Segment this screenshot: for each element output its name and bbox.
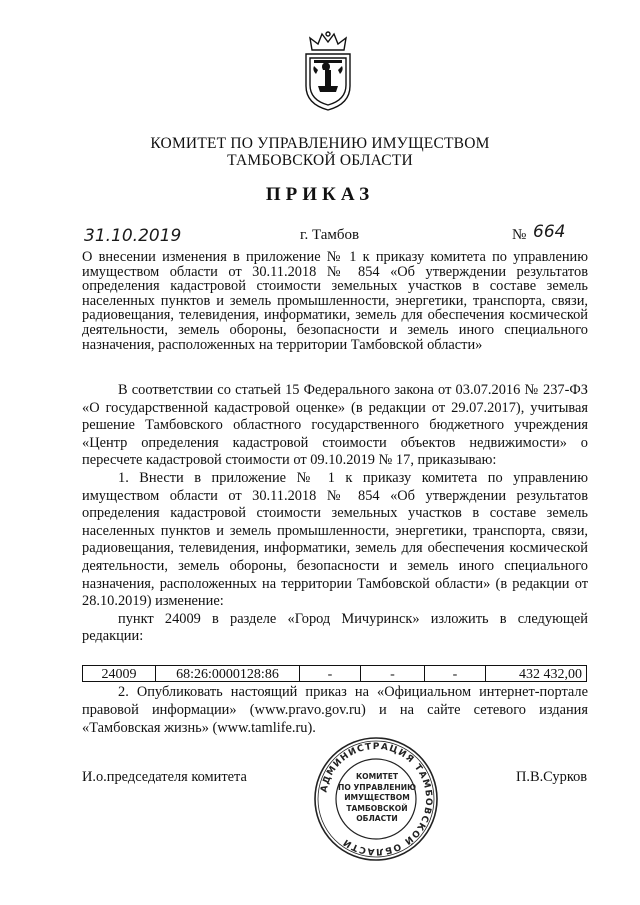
handwritten-number: 664 xyxy=(533,222,566,242)
table-cell-cadastral-value: 432 432,00 xyxy=(519,667,582,682)
order-subject: О внесении изменения в приложение № 1 к приказу комитета по управлению имуществом области от 30.11.2018 № 854 «Об утверждении результатов определения кадастровой стоимости земельных участков в составе земель населенных пунктов и земель промышленности, энергетики, транспорта, связи, радиовещания, телевидения, информатики, земель для обеспечения космической деятельности, земель обороны, безопасности и земель иного специального назначения, расположенных на территории Тамбовской области» xyxy=(82,249,588,353)
signatory-name: П.В.Сурков xyxy=(516,769,588,785)
cadastral-table-row xyxy=(82,665,587,682)
stamp-center-text xyxy=(338,772,416,825)
item1-paragraph: 1. Внести в приложение № 1 к приказу комитета по управлению имуществом области от 30.11.2018 № 854 «Об утверждении результатов определения кадастровой стоимости земельных участков в составе земель населенных пунктов и земель промышленности, энергетики, транспорта, связи, радиовещания, телевидения, информатики, земель для обеспечения космической деятельности, земель обороны, безопасности и земель иного специального назначения, расположенных на территории Тамбовской области» (в редакции от 28.10.2019) изменение: xyxy=(82,469,588,610)
order-body-part1 xyxy=(82,382,588,646)
stamp-line-5: ОБЛАСТИ xyxy=(356,814,398,823)
document-title: ПРИКАЗ xyxy=(265,184,375,205)
item1-sub-paragraph: пункт 24009 в разделе «Город Мичуринск» изложить в следующей редакции: xyxy=(82,610,588,645)
number-sign: № xyxy=(512,227,527,243)
organization-name-line1: КОМИТЕТ ПО УПРАВЛЕНИЮ ИМУЩЕСТВОМ xyxy=(150,135,490,152)
organization-name-line2: ТАМБОВСКОЙ ОБЛАСТИ xyxy=(227,152,413,169)
stamp-line-3: ИМУЩЕСТВОМ xyxy=(344,793,410,802)
stamp-ring-text: АДМИНИСТРАЦИЯ ТАМБОВСКОЙ ОБЛАСТИ xyxy=(319,741,434,857)
table-cell-cadastral-number: 68:26:0000128:86 xyxy=(156,666,300,681)
handwritten-date: 31.10.2019 xyxy=(84,226,182,246)
city-label: г. Тамбов xyxy=(300,227,360,243)
table-cell-dash-2: - xyxy=(361,666,425,681)
table-cell-dash-1: - xyxy=(300,666,361,681)
table-cell-item-number: 24009 xyxy=(83,666,156,681)
coat-of-arms-emblem xyxy=(296,30,360,112)
stamp-line-2: ПО УПРАВЛЕНИЮ xyxy=(338,782,417,792)
stamp-line-4: ТАМБОВСКОЙ xyxy=(346,803,408,813)
signatory-position: И.о.председателя комитета xyxy=(82,769,247,785)
table-cell-dash-3: - xyxy=(425,666,486,681)
item2-paragraph: 2. Опубликовать настоящий приказ на «Официальном интернет-портале правовой информации» (www.pravo.gov.ru) и на сайте сетевого издания «Тамбовская жизнь» (www.tamlife.ru). xyxy=(82,684,588,736)
order-body-part2 xyxy=(82,684,588,737)
stamp-line-1: КОМИТЕТ xyxy=(355,772,399,781)
preamble-paragraph: В соответствии со статьей 15 Федерального закона от 03.07.2016 № 237-ФЗ «О государственной кадастровой оценке» (в редакции от 29.07.2017), учитывая решение Тамбовского областного государственного бюджетного учреждения «Центр определения кадастровой стоимости объектов недвижимости» о пересчете кадастровой стоимости от 09.10.2019 № 17, приказываю: xyxy=(82,382,588,469)
